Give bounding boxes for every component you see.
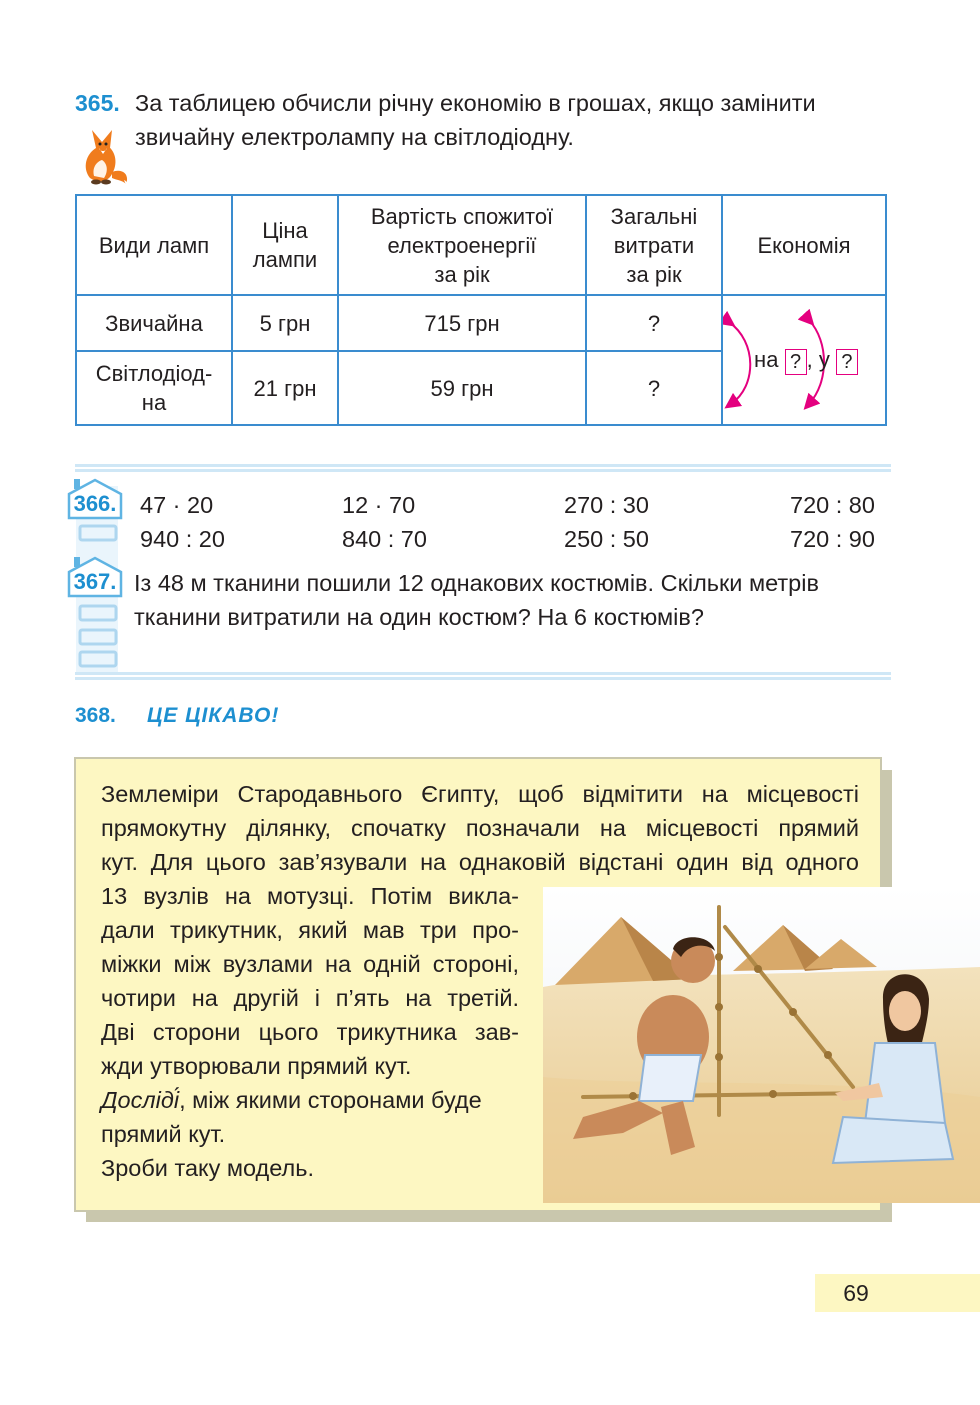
text-line: За таблицею обчисли річну економію в грошах, якщо замінити [135, 90, 816, 116]
text-line: Із 48 м тканини пошили 12 однакових костюмів. Скільки метрів [134, 570, 819, 596]
calc-item: 270 : 30 [564, 492, 649, 518]
calc-item: 720 : 90 [790, 526, 875, 552]
text-line: дали трикутник, який мав три про- [101, 917, 519, 943]
calc-item: 12 · 70 [342, 492, 416, 518]
economy-cell: на ? , у ? [722, 295, 886, 425]
exercise-text [134, 566, 819, 634]
text-line: кут. Для цього зав’язували на однаковій відстані один від одного [101, 849, 859, 875]
text-line: тканини витратили на один костюм? На 6 костюмів? [134, 604, 704, 630]
calc-item: 47 · 20 [140, 492, 214, 518]
table-cell: 59 грн [338, 351, 586, 425]
header-cost: Вартість спожитої електроенергії за рік [338, 195, 586, 295]
fox-icon [72, 118, 132, 188]
lamp-table [75, 194, 887, 426]
table-cell: 5 грн [232, 295, 338, 351]
text-line: Зроби таку модель. [101, 1155, 315, 1181]
section-title: ЦЕ ЦІКАВО! [147, 704, 280, 727]
header-price: Ціна лампи [232, 195, 338, 295]
egypt-surveyors-illustration [543, 887, 980, 1203]
exercise-text [135, 86, 915, 154]
header-type: Види ламп [76, 195, 232, 295]
homework-house-icon [66, 556, 124, 596]
homework-band-top [75, 464, 891, 472]
text-line: Досліді́, між якими сторонами буде [101, 1087, 482, 1113]
text-line: міжки між вузлами на одній стороні, [101, 951, 519, 977]
table-cell: 21 грн [232, 351, 338, 425]
text-line: чотири на другій і п’ять на третій. [101, 985, 519, 1011]
table-cell: ? [586, 351, 722, 425]
economy-u: у [818, 347, 830, 373]
question-box: ? [836, 349, 858, 375]
text-line: прямий кут. [101, 1121, 226, 1147]
text-line: Землеміри Стародавнього Єгипту, щоб відмітити на місцевості [101, 781, 859, 807]
text-line: Дві сторони цього трикутника зав- [101, 1019, 519, 1045]
calc-item: 840 : 70 [342, 526, 427, 552]
page-number: 69 [843, 1280, 869, 1306]
calc-item: 720 : 80 [790, 492, 875, 518]
header-total: Загальні витрати за рік [586, 195, 722, 295]
text-line: жди утворювали прямий кут. [101, 1053, 412, 1079]
table-cell: Світлодіод- на [76, 351, 232, 425]
exercise-368-heading [75, 704, 280, 728]
table-cell: Звичайна [76, 295, 232, 351]
homework-house-icon [66, 478, 124, 518]
exercise-number: 366. [73, 491, 117, 516]
exercise-number: 368. [75, 704, 116, 727]
exercise-number: 365. [75, 90, 120, 116]
question-box: ? [785, 349, 807, 375]
header-economy: Економія [722, 195, 886, 295]
homework-band-bottom [75, 672, 891, 680]
explore-word: Досліді́ [101, 1087, 180, 1113]
text-line: прямокутну ділянку, спочатку позначали на місцевості прямий [101, 815, 859, 841]
calc-item: 940 : 20 [140, 526, 225, 552]
text-line: звичайну електролампу на світлодіодну. [135, 124, 574, 150]
economy-na: на [754, 347, 779, 373]
exercise-number: 367. [73, 569, 117, 594]
calc-item: 250 : 50 [564, 526, 649, 552]
table-cell: 715 грн [338, 295, 586, 351]
text-line: 13 вузлів на мотузці. Потім викла- [101, 883, 519, 909]
table-cell: ? [586, 295, 722, 351]
